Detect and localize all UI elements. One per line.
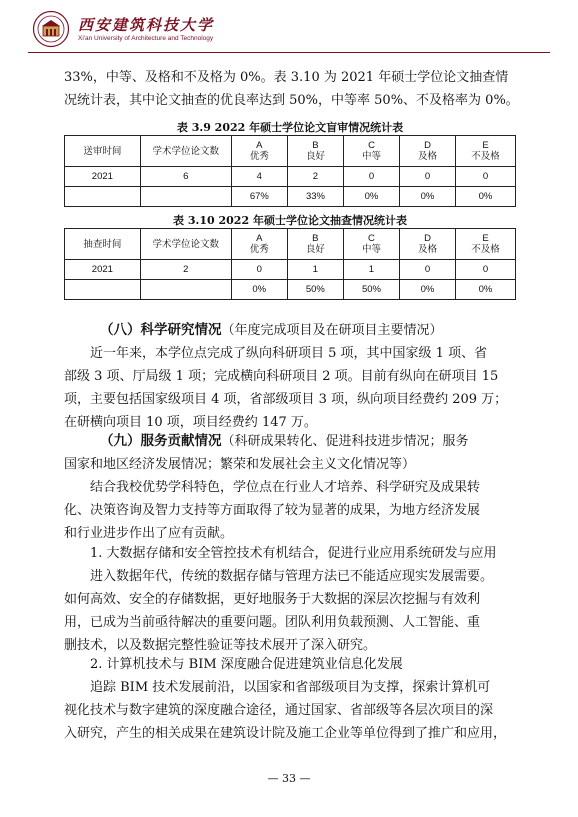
table-header-cell: A 优秀 <box>231 229 287 260</box>
table-cell: 0% <box>456 280 516 300</box>
table-row <box>65 260 516 280</box>
table-row <box>65 167 516 187</box>
table-cell: 0 <box>400 260 456 280</box>
table-header-cell: D 及格 <box>400 229 456 260</box>
table-cell: 6 <box>140 167 231 187</box>
text-line: 和行业进步作出了应有贡献。 <box>64 526 234 541</box>
table-cell: 50% <box>343 280 399 300</box>
table-cell: 4 <box>231 167 287 187</box>
header-divider <box>28 52 550 53</box>
section9-desc-cont: 国家和地区经济发展情况；繁荣和发展社会主义文化情况等） <box>64 457 416 472</box>
table-cell <box>65 187 141 207</box>
table-cell: 1 <box>343 260 399 280</box>
table-cell: 0% <box>400 280 456 300</box>
text-line: 项，主要包括国家级项目 4 项，省部级项目 3 项，纵向项目经费约 209 万； <box>64 392 508 407</box>
table-cell: 0 <box>231 260 287 280</box>
table-cell: 67% <box>231 187 287 207</box>
text-line: 用，已成为当前亟待解决的重要问题。团队利用负载预测、人工智能、重 <box>64 615 481 630</box>
text-line: 近一年来，本学位点完成了纵向科研项目 5 项，其中国家级 1 项、省 <box>90 346 488 361</box>
table-cell: 0% <box>231 280 287 300</box>
table-cell: 0 <box>456 167 516 187</box>
table-cell: 2 <box>140 260 231 280</box>
item1 <box>64 542 516 657</box>
table-header-cell: C 中等 <box>343 229 399 260</box>
text-line: 33%，中等、及格和不及格为 0%。表 3.10 为 2021 年硕士学位论文抽查情 <box>64 70 509 85</box>
text-line: 结合我校优势学科特色，学位点在行业人才培养、科学研究及成果转 <box>90 480 481 495</box>
table1 <box>64 135 516 207</box>
text-line: 化、决策咨询及智力支持等方面取得了较为显著的成果，为地方经济发展 <box>64 503 481 518</box>
table-header-cell: 学术学位论文数 <box>140 229 231 260</box>
section8-heading <box>64 319 516 342</box>
text-line: 删技术，以及数据完整性验证等技术展开了深入研究。 <box>64 638 377 653</box>
section9-desc: （科研成果转化、促进科技进步情况；服务 <box>221 434 469 449</box>
page-header <box>28 8 550 52</box>
table-header-cell: 抽查时间 <box>65 229 141 260</box>
table1-caption: 表 3.9 2022 年硕士学位论文盲审情况统计表 <box>176 121 404 134</box>
table-header-cell: C 中等 <box>344 136 400 167</box>
table-cell: 0% <box>344 187 400 207</box>
table-cell: 0% <box>456 187 516 207</box>
table-cell <box>140 280 231 300</box>
table-cell <box>65 280 141 300</box>
table-header-cell: E 不及格 <box>456 136 516 167</box>
intro-paragraph <box>64 66 519 112</box>
text-line: 在研横向项目 10 项，项目经费约 147 万。 <box>64 415 317 430</box>
table-header-cell: D 及格 <box>400 136 456 167</box>
table-row <box>65 280 516 300</box>
table-header-cell: E 不及格 <box>456 229 516 260</box>
section8-desc: （年度完成项目及在研项目主要情况） <box>221 323 443 338</box>
table-cell: 2021 <box>65 167 141 187</box>
section9-heading <box>64 430 516 453</box>
university-name: 西安建筑科技大学 <box>78 16 215 34</box>
item2-title: 2. 计算机技术与 BIM 深度融合促进建筑业信息化发展 <box>90 657 403 672</box>
table-header-cell: 送审时间 <box>65 136 141 167</box>
table2-caption: 表 3.10 2022 年硕士学位论文抽查情况统计表 <box>173 214 407 227</box>
table-cell: 0 <box>344 167 400 187</box>
table-header-cell: A 优秀 <box>231 136 287 167</box>
text-line: 况统计表，其中论文抽查的优良率达到 50%，中等率 50%、不及格率为 0%。 <box>64 93 519 108</box>
table-cell: 2021 <box>65 260 141 280</box>
text-line: 入研究，产生的相关成果在建筑设计院及施工企业等单位得到了推广和应用， <box>64 726 507 741</box>
table-row <box>65 187 516 207</box>
table2 <box>64 228 516 300</box>
text-line: 视化技术与数字建筑的深度融合途径，通过国家、省部级等各层次项目的深 <box>64 703 494 718</box>
table-cell: 1 <box>287 260 343 280</box>
table-cell: 33% <box>287 187 343 207</box>
table-header-row <box>65 229 516 260</box>
table-cell: 0% <box>400 187 456 207</box>
university-emblem-icon <box>32 10 70 48</box>
page-number: — 33 — <box>267 772 311 785</box>
table-cell: 0 <box>400 167 456 187</box>
table-cell: 0 <box>456 260 516 280</box>
table-cell: 50% <box>287 280 343 300</box>
section9 <box>64 430 516 545</box>
table-cell: 2 <box>287 167 343 187</box>
text-line: 进入数据年代，传统的数据存储与管理方法已不能适应现实发展需要。 <box>90 569 494 584</box>
text-line: 追踪 BIM 技术发展前沿，以国家和省部级项目为支撑，探索计算机可 <box>90 680 491 695</box>
university-name-en: Xi'an University of Architecture and Technology <box>78 35 214 42</box>
table-header-cell: B 良好 <box>287 136 343 167</box>
text-line: 如何高效、安全的存储数据，更好地服务于大数据的深层次挖掘与有效利 <box>64 592 481 607</box>
table-header-cell: 学术学位论文数 <box>140 136 231 167</box>
section8-title: （八）科学研究情况 <box>100 322 222 338</box>
text-line: 部级 3 项、厅局级 1 项；完成横向科研项目 2 项。目前有纵向在研项目 15 <box>64 369 499 384</box>
section9-title: （九）服务贡献情况 <box>100 433 222 449</box>
section8 <box>64 319 516 434</box>
table-header-cell: B 良好 <box>287 229 343 260</box>
table-header-row <box>65 136 516 167</box>
item2 <box>64 653 516 745</box>
item1-title: 1. 大数据存储和安全管控技术有机结合，促进行业应用系统研发与应用 <box>90 546 497 561</box>
table-cell <box>140 187 231 207</box>
